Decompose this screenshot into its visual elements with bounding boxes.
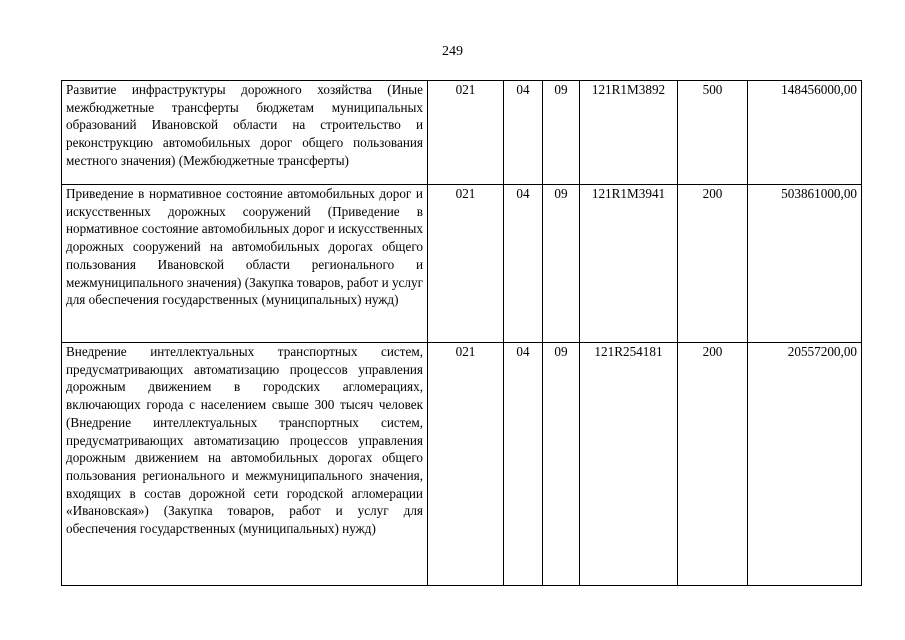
expense-type-code: 200 xyxy=(678,185,748,343)
table-row xyxy=(62,81,862,185)
page-number: 249 xyxy=(442,44,463,59)
amount-value: 20557200,00 xyxy=(748,343,862,586)
subsection-code: 09 xyxy=(543,185,580,343)
amount-value: 148456000,00 xyxy=(748,81,862,185)
expense-type-code: 200 xyxy=(678,343,748,586)
subsection-code: 09 xyxy=(543,81,580,185)
row-description: Развитие инфраструктуры дорожного хозяйства (Иные межбюджетные трансферты бюджетам муниципальных образований Ивановской области на строительство и реконструкцию автомобильных дорог общего пользования местного значения) (Межбюджетные трансферты) xyxy=(62,81,428,185)
target-article-code: 121R254181 xyxy=(580,343,678,586)
row-description: Внедрение интеллектуальных транспортных систем, предусматривающих автоматизацию процессов управления дорожным движением в городских агломерациях, включающих города с населением свыше 300 тысяч человек (Внедрение интеллектуальных транспортных систем, предусматривающих автоматизацию процессов управления дорожным движением на автомобильных дорогах общего пользования регионального и межмуниципального значения, входящих в состав дорожной сети городской агломерации «Ивановская») (Закупка товаров, работ и услуг для обеспечения государственных (муниципальных) нужд) xyxy=(62,343,428,586)
row-description: Приведение в нормативное состояние автомобильных дорог и искусственных дорожных сооружений (Приведение в нормативное состояние автомобильных дорог и искусственных дорожных сооружений на автомобильных дорогах общего пользования Ивановской области регионального и межмуниципального значения) (Закупка товаров, работ и услуг для обеспечения государственных (муниципальных) нужд) xyxy=(62,185,428,343)
amount-value: 503861000,00 xyxy=(748,185,862,343)
ministry-code: 021 xyxy=(428,81,504,185)
ministry-code: 021 xyxy=(428,185,504,343)
target-article-code: 121R1M3892 xyxy=(580,81,678,185)
section-code: 04 xyxy=(504,185,543,343)
table-row xyxy=(62,185,862,343)
target-article-code: 121R1M3941 xyxy=(580,185,678,343)
expense-type-code: 500 xyxy=(678,81,748,185)
table-row xyxy=(62,343,862,586)
section-code: 04 xyxy=(504,81,543,185)
section-code: 04 xyxy=(504,343,543,586)
ministry-code: 021 xyxy=(428,343,504,586)
subsection-code: 09 xyxy=(543,343,580,586)
budget-table xyxy=(61,80,862,586)
